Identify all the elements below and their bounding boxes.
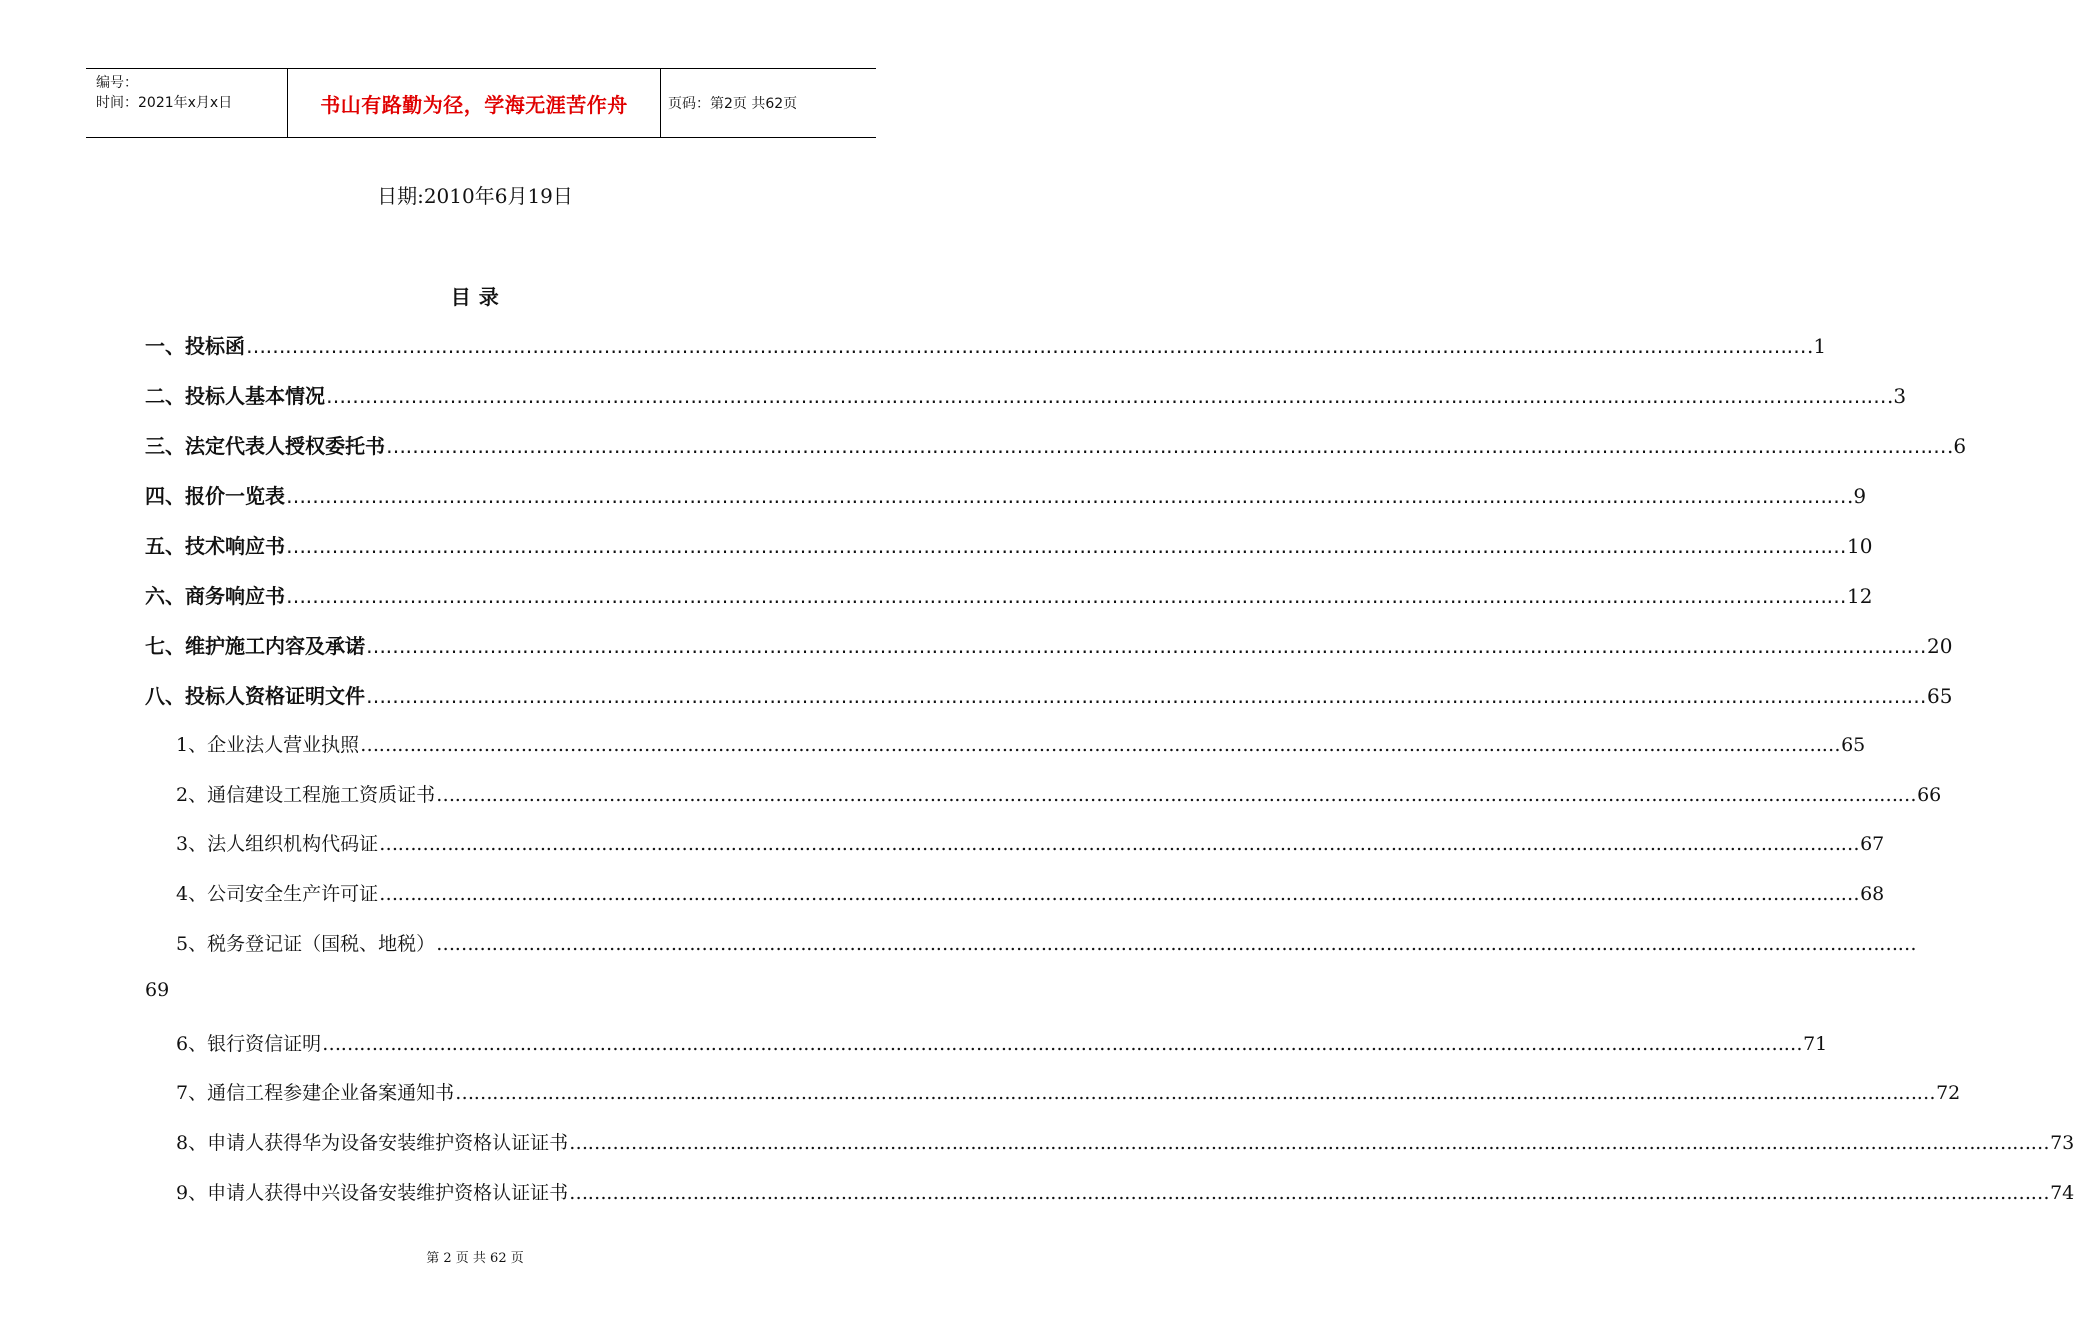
toc-sub-entry[interactable]: [176, 730, 1866, 757]
toc-sub-entry[interactable]: [176, 879, 1885, 906]
toc-entry[interactable]: [145, 530, 1873, 559]
header-motto: 书山有路勤为径，学海无涯苦作舟: [320, 93, 628, 117]
toc-leader-dots: ……………………………………………………………………………………………………………………………………………………………………………………………………………………: [360, 734, 1841, 756]
toc-entry-page: 66: [1917, 784, 1942, 806]
toc-leader-dots: ……………………………………………………………………………………………………………………………………………………………………………………………………………………: [569, 1132, 2050, 1154]
toc-entry-page: 12: [1847, 584, 1873, 608]
toc-entry-page: .3: [1887, 384, 1907, 408]
toc-entry-label: 3、法人组织机构代码证: [176, 833, 379, 855]
toc-entry-page: 20: [1927, 634, 1953, 658]
toc-leader-dots: ……………………………………………………………………………………………………………………………………………………………………………………………………………………: [436, 933, 1917, 955]
toc-entry-page: 72: [1936, 1082, 1961, 1104]
toc-entry-label: 五、技术响应书: [145, 534, 285, 558]
toc-entry[interactable]: [145, 330, 1827, 359]
toc-leader-dots: ……………………………………………………………………………………………………………………………………………………………………………………………………………………: [246, 334, 1806, 358]
toc-entry[interactable]: [145, 480, 1867, 509]
toc-title: 目 录: [450, 285, 500, 309]
toc-leader-dots: ……………………………………………………………………………………………………………………………………………………………………………………………………………………: [286, 484, 1846, 508]
toc-entry-page: 67: [1860, 833, 1885, 855]
toc-entry-page: 65: [1841, 734, 1866, 756]
toc-leader-dots: ……………………………………………………………………………………………………………………………………………………………………………………………………………………: [286, 534, 1846, 558]
toc-leader-dots: ……………………………………………………………………………………………………………………………………………………………………………………………………………………: [386, 434, 1946, 458]
toc-entry-page: 68: [1860, 883, 1885, 905]
page-footer: 第 2 页 共 62 页: [426, 1251, 524, 1266]
toc-leader-dots: ……………………………………………………………………………………………………………………………………………………………………………………………………………………: [569, 1182, 2050, 1204]
toc-sub-entry[interactable]: [176, 1128, 2074, 1155]
toc-entry-label: 一、投标函: [145, 334, 245, 358]
toc-sub-entry[interactable]: [176, 1078, 1961, 1105]
toc-entry-label: 六、商务响应书: [145, 584, 285, 608]
toc-leader-dots: ……………………………………………………………………………………………………………………………………………………………………………………………………………………: [286, 584, 1846, 608]
toc-entry-label: 4、公司安全生产许可证: [176, 883, 379, 905]
toc-entry-page: 65: [1927, 684, 1953, 708]
toc-entry-page: 73: [2050, 1132, 2074, 1154]
toc-leader-dots: ……………………………………………………………………………………………………………………………………………………………………………………………………………………: [455, 1082, 1936, 1104]
serial-label: 编号：: [96, 75, 138, 91]
toc-entry-label: 四、报价一览表: [145, 484, 285, 508]
toc-entry-label: 三、法定代表人授权委托书: [145, 434, 385, 458]
toc-entry-page: .9: [1847, 484, 1867, 508]
toc-entry-label: 八、投标人资格证明文件: [145, 684, 365, 708]
toc-entry[interactable]: [145, 380, 1907, 409]
toc-entry-label: 2、通信建设工程施工资质证书: [176, 784, 436, 806]
toc-entry-page: 10: [1847, 534, 1873, 558]
toc-entry[interactable]: [145, 430, 1967, 459]
header-page-label: 页码：第2页 共62页: [668, 96, 798, 112]
date-line: 日期:2010年6月19日: [377, 184, 573, 208]
toc-entry-page: .6: [1947, 434, 1967, 458]
toc-entry-label: 6、银行资信证明: [176, 1033, 322, 1055]
toc-leader-dots: ……………………………………………………………………………………………………………………………………………………………………………………………………………………: [366, 634, 1926, 658]
toc-leader-dots: ……………………………………………………………………………………………………………………………………………………………………………………………………………………: [326, 384, 1886, 408]
toc-entry[interactable]: [145, 680, 1953, 709]
toc-sub-entry[interactable]: [176, 929, 1917, 956]
toc-entry-label: 二、投标人基本情况: [145, 384, 325, 408]
toc-entry-page: .1: [1807, 334, 1827, 358]
toc-entry-page: 74: [2050, 1182, 2074, 1204]
toc-sub-entry[interactable]: [176, 829, 1885, 856]
toc-sub-entry[interactable]: [176, 780, 1942, 807]
toc-entry-label: 8、申请人获得华为设备安装维护资格认证证书: [176, 1132, 569, 1154]
toc-entry[interactable]: [145, 580, 1873, 609]
toc-sub-entry[interactable]: [176, 1178, 2074, 1205]
time-label: 时间：2021年x月x日: [96, 95, 233, 111]
toc-leader-dots: ……………………………………………………………………………………………………………………………………………………………………………………………………………………: [379, 883, 1860, 905]
toc-entry-label: 1、企业法人营业执照: [176, 734, 360, 756]
toc-leader-dots: ……………………………………………………………………………………………………………………………………………………………………………………………………………………: [322, 1033, 1803, 1055]
toc-entry-page: 71: [1803, 1033, 1828, 1055]
toc-leader-dots: ……………………………………………………………………………………………………………………………………………………………………………………………………………………: [366, 684, 1926, 708]
toc-entry-label: 七、维护施工内容及承诺: [145, 634, 365, 658]
toc-entry-page-wrapped: 69: [145, 979, 170, 1001]
toc-entry[interactable]: [145, 630, 1953, 659]
toc-entry-label: 9、申请人获得中兴设备安装维护资格认证证书: [176, 1182, 569, 1204]
toc-leader-dots: ……………………………………………………………………………………………………………………………………………………………………………………………………………………: [436, 784, 1917, 806]
toc-entry-label: 5、税务登记证（国税、地税）: [176, 933, 436, 955]
toc-entry-label: 7、通信工程参建企业备案通知书: [176, 1082, 455, 1104]
toc-leader-dots: ……………………………………………………………………………………………………………………………………………………………………………………………………………………: [379, 833, 1860, 855]
toc-sub-entry[interactable]: [176, 1029, 1828, 1056]
